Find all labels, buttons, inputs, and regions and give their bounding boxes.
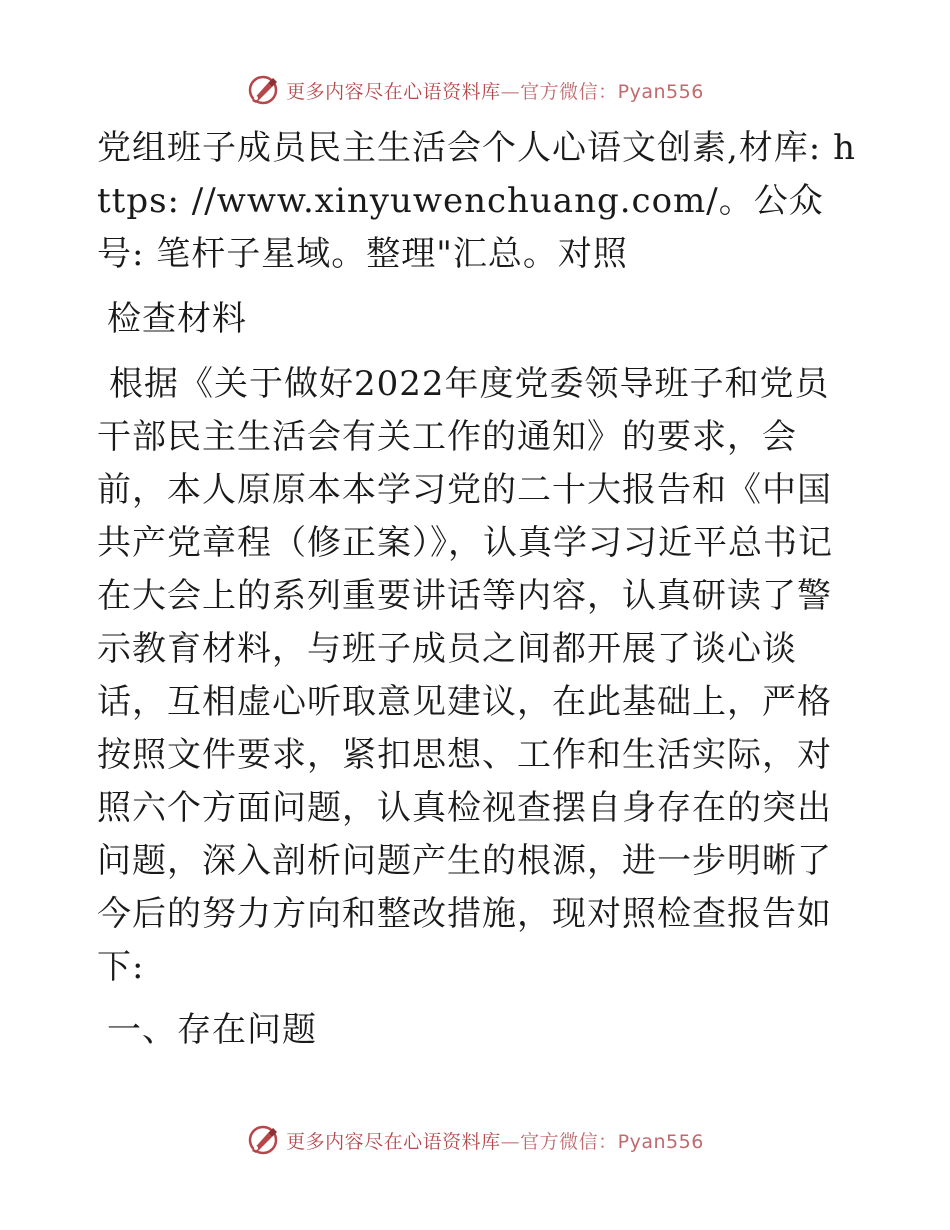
footer-banner-text: [286, 1127, 704, 1154]
document-subtitle: 检查材料: [107, 299, 247, 339]
document-body: [97, 122, 857, 1057]
header-banner-text: [286, 77, 704, 104]
footer-dash: —: [500, 1130, 521, 1153]
pen-logo-icon: [246, 1123, 280, 1157]
footer-banner: [0, 1120, 950, 1160]
footer-brand: 更多内容尽在心语资料库: [286, 1130, 501, 1153]
document-title: 党组班子成员民主生活会个人心语文创素,材库: https: //www.xinyuwenchuang.com/。公众号: 笔杆子星域。整理"汇总。对照: [97, 128, 856, 274]
body-paragraph: 根据《关于做好2022年度党委领导班子和党员干部民主生活会有关工作的通知》的要求，会前，本人原原本本学习党的二十大报告和《中国共产党章程（修正案）》，认真学习习近平总书记在大会上的系列重要讲话等内容，认真研读了警示教育材料，与班子成员之间都开展了谈心谈话，互相虚心听取意见建议，在此基础上，严格按照文件要求，紧扣思想、工作和生活实际，对照六个方面问题，认真检视查摆自身存在的突出问题，深入剖析问题产生的根源，进一步明晰了今后的努力方向和整改措施，现对照检查报告如下:: [97, 364, 833, 987]
header-dash: —: [500, 80, 521, 103]
footer-contact: 官方微信：Pyan556: [520, 1130, 704, 1153]
header-banner: [0, 70, 950, 110]
header-brand: 更多内容尽在心语资料库: [286, 80, 501, 103]
section-heading: 一、存在问题: [107, 1010, 317, 1050]
header-contact: 官方微信：Pyan556: [520, 80, 704, 103]
pen-logo-icon: [246, 73, 280, 107]
